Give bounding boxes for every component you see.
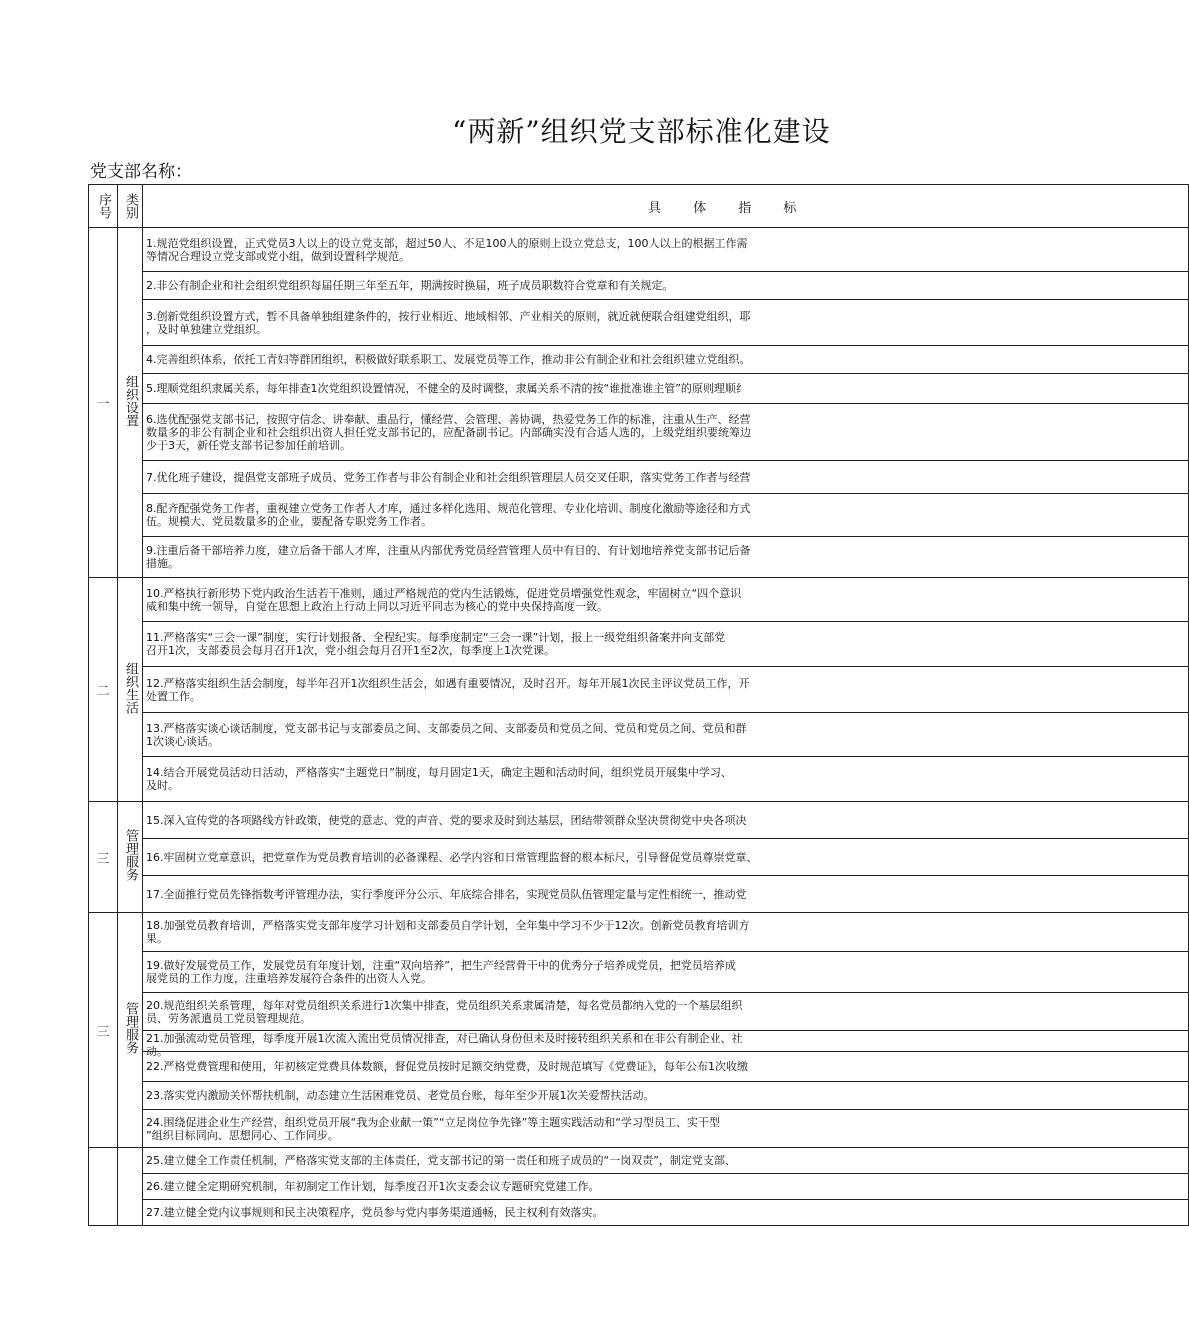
section-seq: 三: [89, 802, 118, 913]
section-seq: [89, 1148, 118, 1226]
indicator-text-line: 9.注重后备干部培养力度，建立后备干部人才库，注重从内部优秀党员经营管理人员中有目的、有计划地培养党支部书记后备: [146, 544, 751, 557]
indicator-cell: [143, 1200, 1189, 1226]
indicator-cell: [143, 346, 1189, 374]
indicator-text-line: 3.创新党组织设置方式，暂不具备单独组建条件的，按行业相近、地域相邻、产业相关的原则，就近就便联合组建党组织，耶: [146, 309, 751, 323]
indicator-cell: [143, 757, 1189, 802]
section-seq: 三: [89, 913, 118, 1148]
indicator-cell: [143, 1110, 1189, 1148]
indicator-cell: [143, 839, 1189, 876]
indicator-text-line: 16.牢固树立党章意识，把党章作为党员教育培训的必备课程、必学内容和日常管理监督的根本标尺，引导督促党员尊崇党章、: [146, 850, 758, 864]
indicator-text-line: 少于3天，新任党支部书记参加任前培训。: [146, 438, 351, 452]
indicator-text-line: 14.结合开展党员活动日活动，严格落实“主题党日”制度，每月固定1天，确定主题和活动时间，组织党员开展集中学习、: [146, 766, 732, 779]
table-row: [89, 1110, 1189, 1148]
indicator-text-line: 13.严格落实谈心谈话制度，党支部书记与支部委员之间、支部委员之间、支部委员和党员之间、党员和党员之间、党员和群: [146, 721, 747, 735]
indicator-text-line: 伍。规模大、党员数量多的企业，要配备专职党务工作者。: [146, 515, 432, 528]
section-seq: 一: [89, 228, 118, 578]
table-row: [89, 461, 1189, 494]
table-row: [89, 300, 1189, 346]
indicator-text-line: 12.严格落实组织生活会制度，每半年召开1次组织生活会，如遇有重要情况，及时召开。每年开展1次民主评议党员工作，开: [146, 676, 750, 690]
indicator-text-line: 展党员的工作力度，注重培养发展符合条件的出资人入党。: [146, 972, 432, 985]
indicator-cell: [143, 374, 1189, 404]
table-row: [89, 993, 1189, 1031]
table-row: [89, 346, 1189, 374]
indicator-text-line: 11.严格落实“三会一课”制度，实行计划报备、全程纪实。每季度制定“三会一课”计划，报上一级党组织备案并向支部党: [146, 631, 726, 644]
indicator-text-line: ”组织目标同向、思想同心、工作同步。: [146, 1128, 339, 1142]
indicator-cell: [143, 1082, 1189, 1110]
indicator-text-line: 22.严格党费管理和使用，年初核定党费具体数额，督促党员按时足额交纳党费，及时规范填写《党费证》，每年公布1次收缴: [146, 1060, 748, 1073]
indicator-cell: [143, 228, 1189, 272]
indicator-cell: [143, 404, 1189, 461]
indicator-text-line: 数量多的非公有制企业和社会组织出资人担任党支部书记的，应配备副书记。内部确实没有合适人选的，上级党组织要统筹边: [146, 425, 751, 439]
indicator-cell: [143, 578, 1189, 622]
standards-table: [88, 184, 1189, 1226]
indicator-cell: [143, 952, 1189, 993]
indicator-text-line: 25.建立健全工作责任机制，严格落实党支部的主体责任，党支部书记的第一责任和班子成员的“一岗双责”，制定党支部、: [146, 1154, 736, 1167]
table-row: [89, 374, 1189, 404]
indicator-cell: [143, 494, 1189, 537]
indicator-text-line: 15.深入宣传党的各项路线方针政策，使党的意志、党的声音、党的要求及时到达基层，团结带领群众坚决贯彻党中央各项决: [146, 813, 747, 827]
indicator-text-line: 21.加强流动党员管理，每季度开展1次流入流出党员情况排查，对已确认身份但未及时接转组织关系和在非公有制企业、社: [146, 1031, 743, 1045]
table-row: [89, 1052, 1189, 1082]
indicator-text-line: 19.做好发展党员工作，发展党员有年度计划，注重“双向培养”，把生产经营骨干中的优秀分子培养成党员，把党员培养成: [146, 959, 736, 972]
indicator-cell: [143, 1174, 1189, 1200]
indicator-text-line: 24.围绕促进企业生产经营，组织党员开展“我为企业献一策”“立足岗位争先锋”等主题实践活动和“学习型员工、实干型: [146, 1115, 720, 1129]
indicator-text-line: 等情况合理设立党支部或党小组，做到设置科学规范。: [146, 249, 410, 263]
indicator-text-line: 1.规范党组织设置，正式党员3人以上的设立党支部，超过50人、不足100人的原则上设立党总支，100人以上的根据工作需: [146, 236, 748, 250]
table-row: [89, 802, 1189, 839]
section-category-label: 管理服务: [123, 1002, 138, 1054]
indicator-text-line: 及时。: [146, 779, 179, 792]
table-row: [89, 1082, 1189, 1110]
indicator-cell: [143, 667, 1189, 713]
section-category-label: 组织设置: [123, 374, 138, 427]
indicator-cell: [143, 461, 1189, 494]
indicator-cell: [143, 913, 1189, 952]
indicator-cell: [143, 876, 1189, 913]
table-row: [89, 622, 1189, 667]
indicator-text-line: 6.选优配强党支部书记，按照守信念、讲奉献、重品行，懂经营、会管理、善协调，热爱党务工作的标准，注重从生产、经营: [146, 412, 751, 426]
section-seq: 二: [89, 578, 118, 802]
indicator-cell: [143, 993, 1189, 1031]
indicator-cell: [143, 1052, 1189, 1082]
table-row: [89, 713, 1189, 757]
table-row: [89, 913, 1189, 952]
indicator-cell: [143, 1031, 1189, 1058]
section-category: [118, 913, 143, 1148]
table-row: [89, 839, 1189, 876]
table-row: [89, 578, 1189, 622]
indicator-text-line: 员、劳务派遣员工党员管理规范。: [146, 1011, 311, 1025]
indicator-text-line: 20.规范组织关系管理，每年对党员组织关系进行1次集中排查，党员组织关系隶属清楚，每名党员都纳入党的一个基层组织: [146, 998, 743, 1012]
table-row: [89, 876, 1189, 913]
indicator-cell: [143, 802, 1189, 839]
indicator-cell: [143, 300, 1189, 346]
indicator-text-line: 27.建立健全党内议事规则和民主决策程序，党员参与党内事务渠道通畅，民主权利有效落实。: [146, 1206, 604, 1219]
indicator-text-line: ，及时单独建立党组织。: [146, 322, 267, 336]
indicator-text-line: 2.非公有制企业和社会组织党组织每届任期三年至五年，期满按时换届，班子成员职数符合党章和有关规定。: [146, 279, 674, 292]
table-row: [89, 1174, 1189, 1200]
table-row: [89, 1200, 1189, 1226]
header-seq: 序号: [89, 185, 118, 228]
section-category: [118, 1148, 143, 1226]
indicator-text-line: 处置工作。: [146, 689, 201, 703]
header-indicators: 具 体 指 标: [143, 185, 1189, 228]
branch-name-label: 党支部名称：: [90, 162, 192, 182]
indicator-cell: [143, 272, 1189, 300]
table-row: [89, 952, 1189, 993]
indicator-text-line: 4.完善组织体系，依托工青妇等群团组织，积极做好联系职工、发展党员等工作，推动非公有制企业和社会组织建立党组织。: [146, 353, 751, 366]
indicator-cell: [143, 713, 1189, 757]
section-category: [118, 578, 143, 802]
indicator-text-line: 动。: [146, 1044, 168, 1058]
indicator-text-line: 23.落实党内激励关怀帮扶机制，动态建立生活困难党员、老党员台账，每年至少开展1次关爱帮扶活动。: [146, 1089, 655, 1102]
table-row: [89, 404, 1189, 461]
indicator-text-line: 召开1次，支部委员会每月召开1次，党小组会每月召开1至2次，每季度上1次党课。: [146, 644, 555, 657]
table-row: [89, 1031, 1189, 1052]
indicator-text-line: 威和集中统一领导，自觉在思想上政治上行动上同以习近平同志为核心的党中央保持高度一致。: [146, 599, 608, 613]
indicator-cell: [143, 622, 1189, 667]
indicator-text-line: 1次谈心谈话。: [146, 734, 219, 748]
table-row: [89, 494, 1189, 537]
indicator-cell: [143, 537, 1189, 578]
indicator-text-line: 17.全面推行党员先锋指数考评管理办法，实行季度评分公示、年底综合排名，实现党员队伍管理定量与定性相统一，推动党: [146, 887, 747, 901]
section-category-label: 管理服务: [123, 829, 138, 881]
table-row: [89, 537, 1189, 578]
table-row: [89, 228, 1189, 272]
section-category-label: 组织生活: [123, 661, 138, 714]
indicator-text-line: 果。: [146, 932, 168, 945]
indicator-text-line: 措施。: [146, 557, 179, 570]
standards-table-container: [88, 184, 846, 1226]
table-row: [89, 272, 1189, 300]
section-category: [118, 802, 143, 913]
indicator-text-line: 18.加强党员教育培训，严格落实党支部年度学习计划和支部委员自学计划，全年集中学习不少于12次。创新党员教育培训方: [146, 919, 750, 932]
header-category: 类别: [118, 185, 143, 228]
indicator-text-line: 26.建立健全定期研究机制，年初制定工作计划，每季度召开1次支委会议专题研究党建工作。: [146, 1180, 600, 1193]
indicator-cell: [143, 1148, 1189, 1174]
table-header-row: [89, 185, 1189, 228]
indicator-text-line: 10.严格执行新形势下党内政治生活若干准则，通过严格规范的党内生活锻炼，促进党员增强党性观念，牢固树立“四个意识: [146, 586, 742, 600]
indicator-text-line: 8.配齐配强党务工作者，重视建立党务工作者人才库，通过多样化选用、规范化管理、专业化培训、制度化激励等途径和方式: [146, 502, 751, 515]
section-category: [118, 228, 143, 578]
table-row: [89, 667, 1189, 713]
indicator-text-line: 7.优化班子建设，提倡党支部班子成员、党务工作者与非公有制企业和社会组织管理层人员交叉任职，落实党务工作者与经营: [146, 470, 751, 484]
document-title: “两新”组织党支部标准化建设: [452, 115, 831, 148]
table-row: [89, 757, 1189, 802]
indicator-text-line: 5.理顺党组织隶属关系，每年排查1次党组织设置情况，不健全的及时调整，隶属关系不清的按“谁批准谁主管”的原则理顺纟: [146, 382, 747, 395]
table-row: [89, 1148, 1189, 1174]
